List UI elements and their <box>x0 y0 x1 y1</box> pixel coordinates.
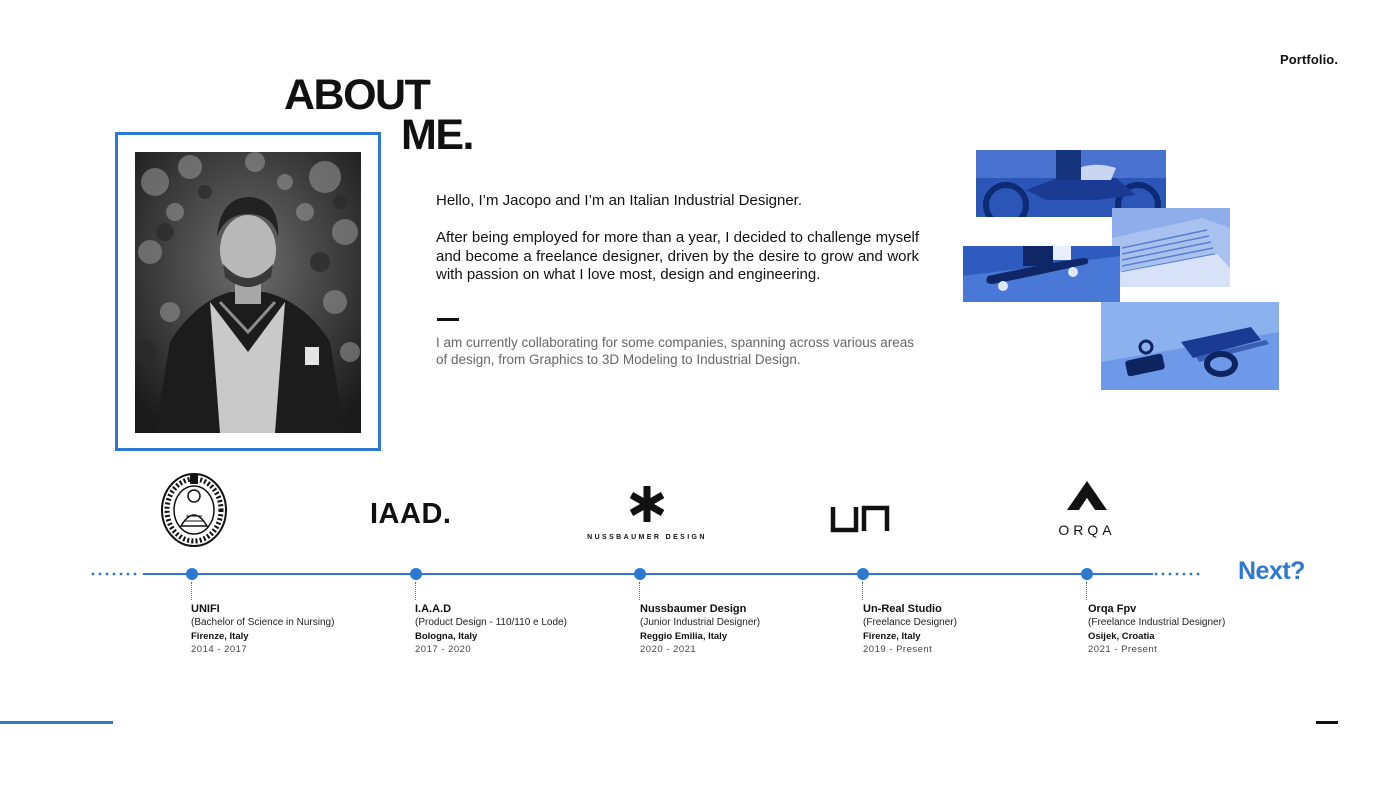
portrait-frame <box>115 132 381 451</box>
entry-years: 2020 - 2021 <box>640 644 697 656</box>
orqa-wordmark: ORQA <box>1058 522 1116 538</box>
timeline-stem <box>415 582 416 600</box>
timeline-node-iaad <box>410 568 422 580</box>
timeline-entry-unreal <box>863 603 957 657</box>
portrait-photo <box>135 152 361 433</box>
bio-body: After being employed for more than a year, I decided to challenge myself and become a freelance designer, driven by the desire to grow and work with passion on what I love most, design and engineering. <box>436 229 919 283</box>
entry-place: Firenze, Italy <box>863 630 921 642</box>
portfolio-label: Portfolio. <box>1280 52 1339 67</box>
entry-years: 2014 - 2017 <box>191 644 248 656</box>
timeline-stem <box>639 582 640 600</box>
timeline-node-unifi <box>186 568 198 580</box>
next-link[interactable]: Next? <box>1238 557 1305 585</box>
entry-years: 2019 - Present <box>863 644 933 656</box>
entry-name: Orqa Fpv <box>1088 603 1137 615</box>
entry-place: Osijek, Croatia <box>1088 630 1155 642</box>
book-image <box>1112 208 1230 287</box>
timeline-stem <box>1086 582 1087 600</box>
unifi-seal-logo <box>159 468 229 548</box>
timeline-dots-right <box>1154 571 1202 577</box>
bio-note: I am currently collaborating for some companies, spanning across various areas of design, from Graphics to 3D Modeling to Industrial Design. <box>436 335 914 367</box>
timeline-line <box>143 573 1153 575</box>
entry-place: Bologna, Italy <box>415 630 478 642</box>
timeline-entry-unifi <box>191 603 334 657</box>
timeline-dots-left <box>91 571 143 577</box>
iaad-logo: IAAD. <box>370 498 452 530</box>
timeline-stem <box>862 582 863 600</box>
entry-role: (Freelance Industrial Designer) <box>1088 617 1226 629</box>
bio-divider <box>437 318 459 321</box>
entry-role: (Junior Industrial Designer) <box>640 617 761 629</box>
timeline-entry-iaad <box>415 603 567 657</box>
entry-role: (Product Design - 110/110 e Lode) <box>415 617 567 629</box>
timeline-stem <box>191 582 192 600</box>
orqa-logo <box>1050 480 1124 538</box>
title-line-about: ABOUT <box>284 71 430 119</box>
desk-setup-image <box>1101 302 1279 390</box>
entry-years: 2021 - Present <box>1088 644 1158 656</box>
entry-place: Reggio Emilia, Italy <box>640 630 728 642</box>
bio-intro: Hello, I’m Jacopo and I’m an Italian Industrial Designer. <box>436 192 803 209</box>
timeline-entry-nussbaumer <box>640 603 760 657</box>
motorcycle-image <box>976 150 1166 217</box>
entry-role: (Freelance Designer) <box>863 617 957 629</box>
entry-name: UNIFI <box>191 603 220 615</box>
timeline-entry-orqa <box>1088 603 1225 657</box>
bottom-accent-line <box>0 721 113 724</box>
bottom-dash <box>1316 721 1338 724</box>
entry-name: Un-Real Studio <box>863 603 942 615</box>
timeline-node-unreal <box>857 568 869 580</box>
un-real-studio-logo <box>830 505 890 533</box>
timeline-node-nussbaumer <box>634 568 646 580</box>
entry-name: I.A.A.D <box>415 603 452 615</box>
timeline-node-orqa <box>1081 568 1093 580</box>
entry-name: Nussbaumer Design <box>640 603 747 615</box>
entry-years: 2017 - 2020 <box>415 644 472 656</box>
nussbaumer-design-logo <box>581 486 713 546</box>
entry-role: (Bachelor of Science in Nursing) <box>191 617 335 629</box>
entry-place: Firenze, Italy <box>191 630 249 642</box>
orqa-mark-icon <box>1050 480 1124 514</box>
title-line-me: ME. <box>401 111 473 159</box>
asterisk-icon <box>630 486 664 527</box>
nussbaumer-wordmark: NUSSBAUMER DESIGN <box>587 534 707 541</box>
skateboard-image <box>963 246 1120 302</box>
